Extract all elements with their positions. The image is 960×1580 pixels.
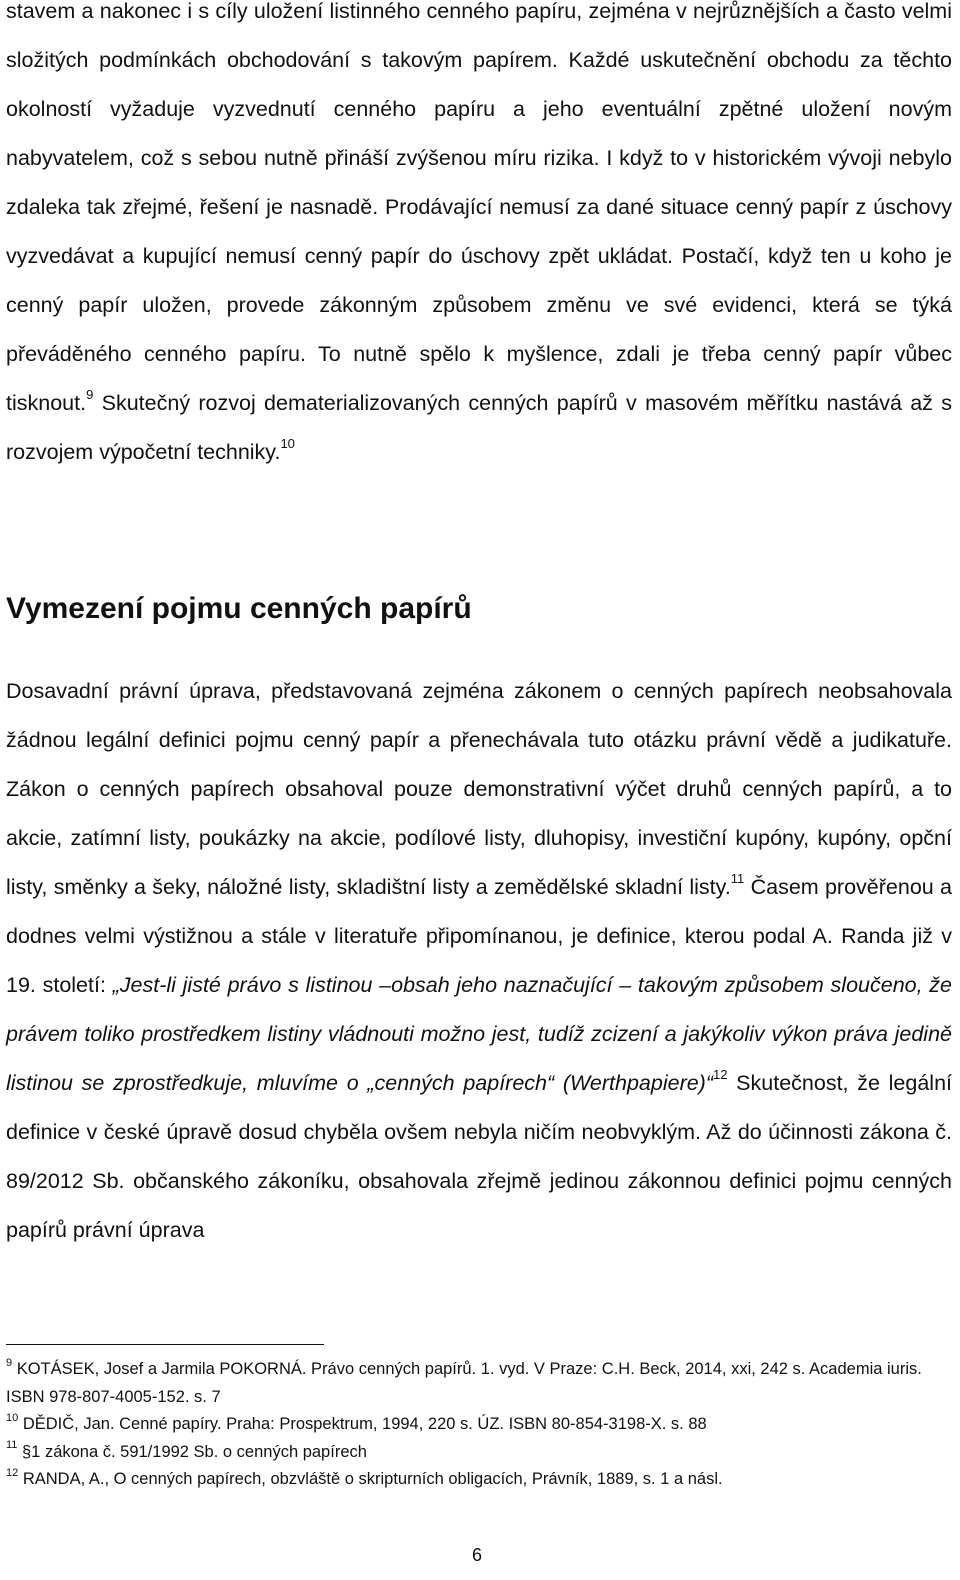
footnotes-section <box>6 1356 952 1494</box>
footnote-number: 11 <box>6 1439 18 1451</box>
footnote-reference-9[interactable]: 9 <box>86 386 94 402</box>
paragraph-text: Časem prověřenou a dodnes velmi výstižnou a stále v literatuře připomínanou, je definice, kterou podal A. Randa již v 19. století: <box>6 875 952 997</box>
footnote-text: RANDA, A., O cenných papírech, obzvláště o skripturních obligacích, Právník, 1889, s. 1 a násl. <box>18 1470 723 1488</box>
paragraph-text: Skutečnost, že legální definice v české úpravě dosud chyběla ovšem nebyla ničím neobvyklým. Až do účinnosti zákona č. 89/2012 Sb. občanského zákoníku, obsahovala zřejmě jedinou zákonnou definici pojmu cenných papírů právní úprava <box>6 1071 952 1242</box>
footnote-number: 12 <box>6 1466 19 1479</box>
footnote-reference-11[interactable]: 11 <box>730 870 745 886</box>
body-paragraph-2 <box>6 667 952 1255</box>
footnote-text: KOTÁSEK, Josef a Jarmila POKORNÁ. Právo cenných papírů. 1. vyd. V Praze: C.H. Beck, 2014, xxi, 242 s. Academia iuris. ISBN 978-807-4005-152. s. 7 <box>6 1360 922 1406</box>
page-number: 6 <box>471 1545 482 1565</box>
footnote-10 <box>6 1411 952 1439</box>
footnote-12 <box>6 1466 952 1494</box>
footnote-separator <box>6 1344 324 1345</box>
paragraph-text: Skutečný rozvoj dematerializovaných cenných papírů v masovém měřítku nastává až s rozvojem výpočetní techniky. <box>6 391 952 464</box>
footnote-11 <box>6 1439 952 1467</box>
footnote-reference-12[interactable]: 12 <box>713 1066 728 1082</box>
footnote-text: §1 zákona č. 591/1992 Sb. o cenných papírech <box>17 1442 367 1461</box>
section-heading: Vymezení pojmu cenných papírů <box>6 592 472 625</box>
footnote-text: DĚDIČ, Jan. Cenné papíry. Praha: Prospektrum, 1994, 220 s. ÚZ. ISBN 80-854-3198-X. s. 88 <box>18 1415 707 1433</box>
paragraph-text: stavem a nakonec i s cíly uložení listinného cenného papíru, zejména v nejrůznějších a často velmi složitých podmínkách obchodování s takovým papírem. Každé uskutečnění obchodu za těchto okolností vyžaduje vyzvednutí cenného papíru a jeho eventuální zpětné uložení novým nabyvatelem, což s sebou nutně přináší zvýšenou míru rizika. I když to v historickém vývoji nebylo zdaleka tak zřejmé, řešení je nasnadě. Prodávající nemusí za dané situace cenný papír z úschovy vyzvedávat a kupující nemusí cenný papír do úschovy zpět ukládat. Postačí, když ten u koho je cenný papír uložen, provede zákonným způsobem změnu ve své evidenci, která se týká převáděného cenného papíru. To nutně spělo k myšlence, zdali je třeba cenný papír vůbec tisknout. <box>6 0 952 415</box>
footnote-reference-10[interactable]: 10 <box>280 435 295 451</box>
randa-quote: „Jest-li jisté právo s listinou –obsah jeho naznačující – takovým způsobem sloučeno, že právem toliko prostředkem listiny vládnouti možno jest, tudíž zcizení a jakýkoliv výkon práva jedině listinou se zprostředkuje, mluvíme o „cenných papírech“ (Werthpapiere)“ <box>6 973 952 1095</box>
body-paragraph-1 <box>6 0 952 477</box>
footnote-number: 10 <box>6 1411 19 1424</box>
paragraph-text: Dosavadní právní úprava, představovaná zejména zákonem o cenných papírech neobsahovala žádnou legální definici pojmu cenný papír a přenechávala tuto otázku právní vědě a judikatuře. Zákon o cenných papírech obsahoval pouze demonstrativní výčet druhů cenných papírů, a to akcie, zatímní listy, poukázky na akcie, podílové listy, dluhopisy, investiční kupóny, kupóny, opční listy, směnky a šeky, náložné listy, skladištní listy a zemědělské skladní listy. <box>6 679 952 899</box>
footnote-number: 9 <box>6 1356 13 1369</box>
footnote-9 <box>6 1356 952 1411</box>
